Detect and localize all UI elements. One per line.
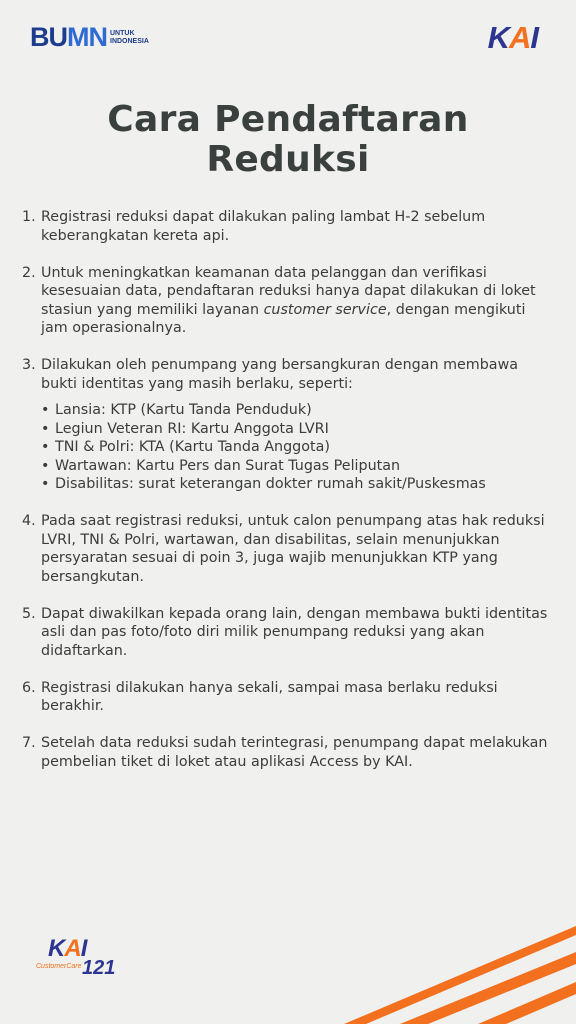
step-text: Setelah data reduksi sudah terintegrasi, penumpang dapat melakukan pembelian tiket di loket atau aplikasi Access by KAI. [41, 735, 548, 770]
step-text: Dapat diwakilkan kepada orang lain, dengan membawa bukti identitas asli dan pas foto/foto diri milik penumpang reduksi yang akan didaftarkan. [41, 605, 548, 659]
step-text: Registrasi reduksi dapat dilakukan paling lambat H-2 sebelum keberangkatan kereta api. [41, 209, 486, 244]
bullet-item: • Lansia: KTP (Kartu Tanda Penduduk) [41, 402, 312, 418]
bumn-logo-subtitle: UNTUK INDONESIA [110, 29, 149, 45]
bumn-logo [30, 22, 149, 53]
step-number: 4. [22, 513, 36, 529]
step-number: 2. [22, 264, 36, 281]
stripe-middle [400, 952, 576, 1024]
customer-care-number: 121 [82, 957, 116, 979]
bullet-item: • Wartawan: Kartu Pers dan Surat Tugas Peliputan [41, 457, 401, 474]
customer-care-logo: KAI CustomerCare 121 [36, 935, 116, 979]
bumn-logo-mark: BUMN [30, 22, 107, 52]
step-text: Dilakukan oleh penumpang yang bersangkuran dengan membawa bukti identitas yang masih berlaku, seperti: [41, 357, 519, 392]
step-number: 6. [22, 679, 36, 696]
step-number: 5. [22, 605, 36, 622]
bullet-item: • Legiun Veteran RI: Kartu Anggota LVRI [41, 420, 329, 437]
step-item [22, 264, 552, 338]
step-text: Untuk meningkatkan keamanan data pelanggan dan verifikasi kesesuaian data, pendaftaran reduksi hanya dapat dilakukan di loket stasiun yang memiliki layanan customer service, dengan mengikuti jam operasionalnya. [41, 264, 536, 336]
step-text-italic: customer service [263, 301, 387, 318]
id-bullet-list [41, 401, 552, 494]
step-item [22, 605, 552, 661]
kai-logo: KAI [487, 20, 538, 55]
steps-list [22, 208, 552, 790]
page-title-line-1: Cara Pendaftaran [107, 99, 469, 140]
step-number: 7. [22, 735, 36, 751]
step-item [22, 512, 552, 586]
step-number: 3. [22, 357, 36, 373]
step-item [22, 734, 552, 771]
decorative-stripes [336, 924, 576, 1024]
step-item [22, 208, 552, 245]
bullet-item: • Disabilitas: surat keterangan dokter rumah sakit/Puskesmas [41, 476, 486, 492]
step-text: Registrasi dilakukan hanya sekali, sampai masa berlaku reduksi berakhir. [41, 679, 498, 714]
page-title-line-2: Reduksi [206, 139, 370, 180]
step-item [22, 679, 552, 716]
customer-care-label: CustomerCare [36, 963, 82, 970]
step-number: 1. [22, 209, 36, 225]
step-text: Pada saat registrasi reduksi, untuk calon penumpang atas hak reduksi LVRI, TNI & Polri, wartawan, dan disabilitas, selain menunjukkan persyaratan sesuai di poin 3, juga wajib menunjukkan KTP yang bersangkutan. [41, 513, 545, 585]
step-item [22, 356, 552, 494]
page-title [0, 100, 576, 180]
bullet-item: • TNI & Polri: KTA (Kartu Tanda Anggota) [41, 439, 330, 455]
